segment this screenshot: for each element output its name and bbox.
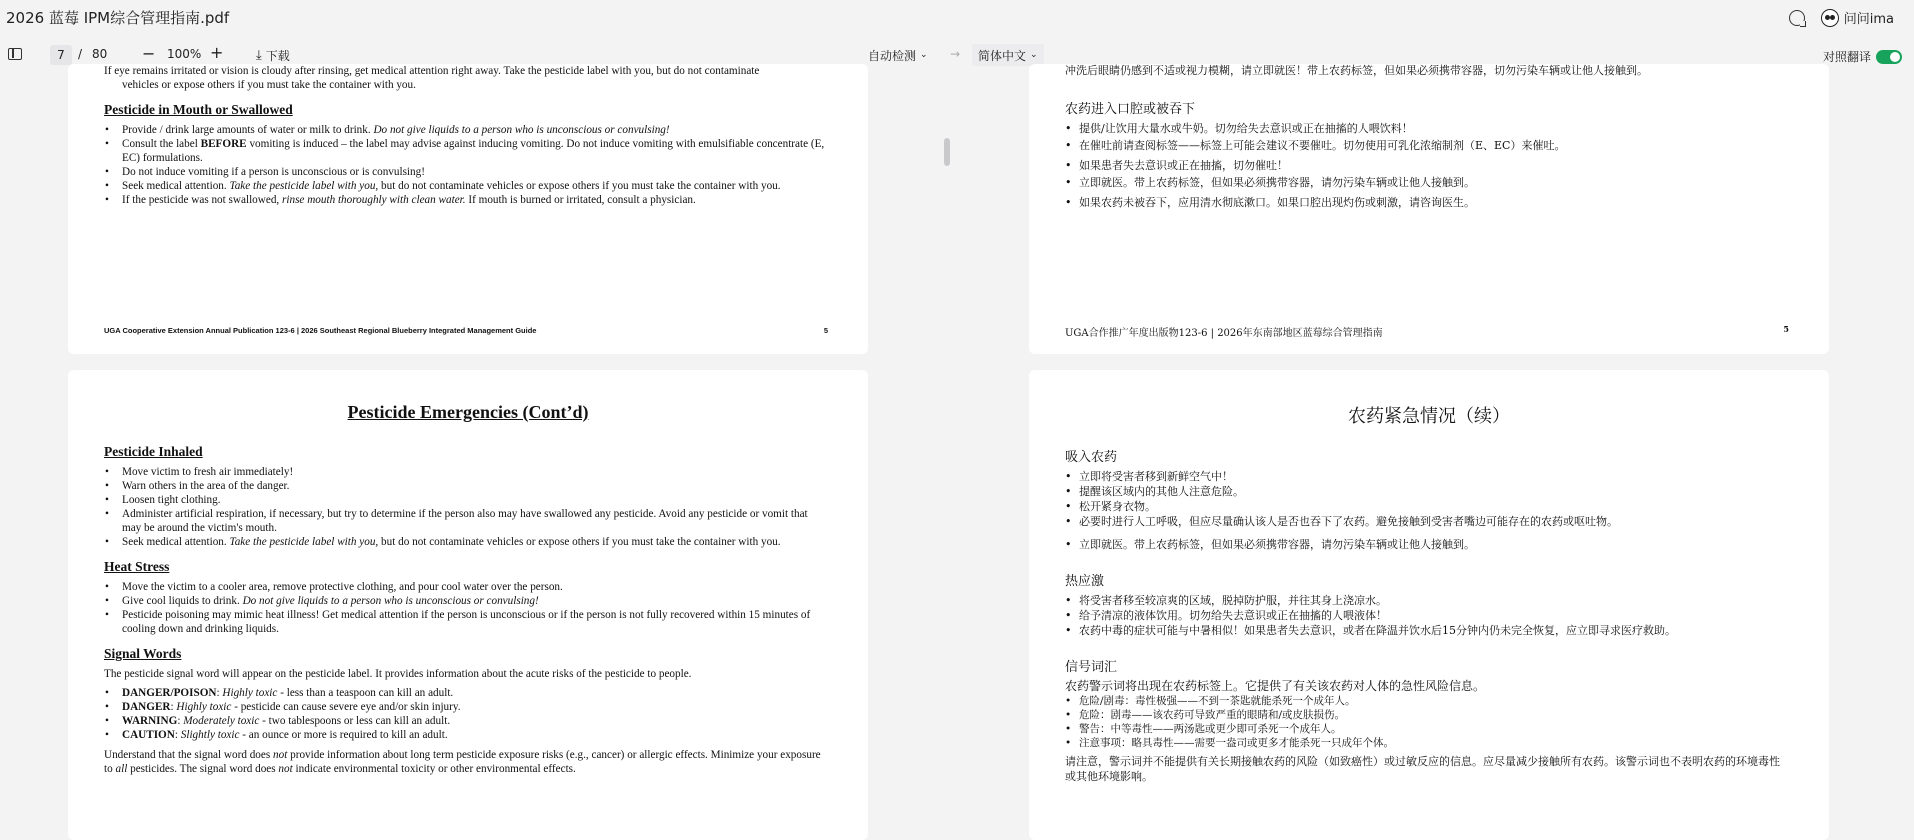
list-item: • CAUTION: Slightly toxic - an ounce or more is required to kill an adult.: [104, 728, 828, 742]
list-item: • DANGER: Highly toxic - pesticide can cause severe eye and/or skin injury.: [104, 700, 828, 714]
list-item: • Consult the label BEFORE vomiting is induced – the label may advise against inducing vomiting. Do not induce vomiting with emulsifiable concentrate (E, EC) formulations.: [104, 137, 828, 165]
page-title: Pesticide Emergencies (Cont’d): [347, 402, 589, 422]
original-page: [68, 370, 868, 840]
target-language-label: 简体中文: [978, 48, 1027, 63]
scrollbar-thumb[interactable]: [944, 138, 950, 166]
list-item: • 如果患者失去意识或正在抽搐，切勿催吐！: [1065, 158, 1789, 175]
list-item: • 危险/剧毒：毒性极强——不到一茶匙就能杀死一个成年人。: [1065, 694, 1789, 708]
titlebar-actions: [1789, 6, 1900, 29]
paragraph: 农药警示词将出现在农药标签上。它提供了有关该农药对人体的急性风险信息。: [1065, 679, 1486, 693]
download-button[interactable]: [256, 47, 290, 64]
target-language-select[interactable]: [972, 44, 1044, 66]
compare-translation-label: 对照翻译: [1822, 50, 1871, 64]
ask-ima-label: 问问ima: [1843, 12, 1894, 27]
zoom-in-button[interactable]: +: [210, 43, 224, 62]
section-heading: Pesticide Inhaled: [104, 444, 203, 459]
list-item: • 立即就医。带上农药标签，但如果必须携带容器，请勿污染车辆或让他人接触到。: [1065, 175, 1789, 192]
list-item: • 如果农药未被吞下，应用清水彻底漱口。如果口腔出现灼伤或刺激，请咨询医生。: [1065, 195, 1789, 212]
sidebar-toggle-icon[interactable]: [8, 48, 22, 60]
list-item: • WARNING: Moderately toxic - two tablespoons or less can kill an adult.: [104, 714, 828, 728]
footer-page-number: 5: [1783, 324, 1789, 334]
page-footer: [1065, 324, 1789, 339]
chevron-down-icon: ⌄: [920, 50, 928, 60]
list-item: • 将受害者移至较凉爽的区域，脱掉防护服，并往其身上浇凉水。: [1065, 593, 1789, 608]
bullet-list: [1065, 121, 1789, 212]
list-item: • 危险：剧毒——该农药可导致严重的眼睛和/或皮肤损伤。: [1065, 708, 1789, 722]
zoom-out-button[interactable]: −: [142, 44, 156, 63]
section-heading: 信号词汇: [1065, 660, 1118, 675]
paragraph: Understand that the signal word does not provide information about long term pesticide exposure risks (e.g., cancer) or allergic effects. Minimize your exposure to all pesticides. The signal word does not indicate environmental toxicity or other environmental effects.: [104, 749, 821, 775]
list-item: • Move victim to fresh air immediately!: [104, 465, 828, 479]
page-footer: [104, 326, 828, 335]
cut-text-line: 冲洗后眼睛仍感到不适或视力模糊，请立即就医！带上农药标签，但如果必须携带容器，切勿污染车辆或让他人接触到。: [1065, 64, 1648, 77]
ask-ima-button[interactable]: [1815, 6, 1900, 29]
page-total: 80: [92, 47, 108, 61]
chat-icon[interactable]: [1789, 10, 1805, 26]
list-item: • Loosen tight clothing.: [104, 493, 828, 507]
compare-translation-toggle[interactable]: [1876, 50, 1902, 64]
cut-text-line: If eye remains irritated or vision is cloudy after rinsing, get medical attention right away. Take the pesticide label with you, but do not contaminate: [104, 65, 760, 77]
bullet-list: [1065, 694, 1789, 750]
section-heading: 热应激: [1065, 574, 1105, 589]
list-item: • 提供/让饮用大量水或牛奶。切勿给失去意识或正在抽搐的人喂饮料！: [1065, 121, 1789, 138]
original-page-top: [68, 64, 868, 354]
section-heading: 吸入农药: [1065, 450, 1118, 465]
translated-page-top: [1029, 64, 1829, 354]
section-heading: Heat Stress: [104, 559, 170, 574]
bullet-list: [1065, 593, 1789, 638]
footer-text: UGA Cooperative Extension Annual Publication 123-6 | 2026 Southeast Regional Blueberry Integrated Management Guide: [104, 326, 537, 335]
list-item: • Give cool liquids to drink. Do not give liquids to a person who is unconscious or convulsing!: [104, 594, 828, 608]
bullet-list: [104, 580, 828, 636]
translated-page: [1029, 370, 1829, 840]
list-item: • Provide / drink large amounts of water or milk to drink. Do not give liquids to a person who is unconscious or convulsing!: [104, 123, 828, 137]
bullet-list: [1065, 469, 1789, 552]
list-item: • 在催吐前请查阅标签——标签上可能会建议不要催吐。切勿使用可乳化浓缩制剂（E、EC）来催吐。: [1065, 138, 1789, 155]
cut-text-line: vehicles or expose others if you must take the container with you.: [122, 79, 416, 91]
source-language-label: 自动检测: [868, 48, 917, 63]
list-item: • 立即将受害者移到新鲜空气中！: [1065, 469, 1789, 484]
zoom-level[interactable]: 100%: [167, 47, 202, 61]
title-bar: [0, 0, 1914, 34]
document-title: 2026 蓝莓 IPM综合管理指南.pdf: [6, 9, 230, 27]
list-item: • Seek medical attention. Take the pesticide label with you, but do not contaminate vehicles or expose others if you must take the container with you.: [104, 179, 828, 193]
pdf-viewer[interactable]: [0, 64, 1914, 826]
section-heading: 农药进入口腔或被吞下: [1065, 102, 1196, 117]
paragraph: The pesticide signal word will appear on the pesticide label. It provides information about the acute risks of the pesticide to people.: [104, 668, 692, 680]
list-item: • 农药中毒的症状可能与中暑相似！如果患者失去意识，或者在降温并饮水后15分钟内仍未完全恢复，应立即寻求医疗救助。: [1065, 623, 1789, 638]
list-item: • Administer artificial respiration, if necessary, but try to determine if the person also may have swallowed any pesticide. Avoid any pesticide or vomit that may be around the victim's mouth.: [104, 507, 828, 535]
compare-translation-control: [1823, 48, 1902, 65]
chevron-down-icon: ⌄: [1030, 50, 1038, 60]
panda-icon: [1821, 9, 1839, 27]
footer-text: UGA合作推广年度出版物123-6 | 2026年东南部地区蓝莓综合管理指南: [1065, 328, 1383, 339]
list-item: • Do not induce vomiting if a person is unconscious or is convulsing!: [104, 165, 828, 179]
bullet-list: [104, 123, 828, 207]
source-language-select[interactable]: [862, 44, 934, 66]
bullet-list: [104, 686, 828, 742]
section-heading: Pesticide in Mouth or Swallowed: [104, 102, 293, 117]
list-item: • 给予清凉的液体饮用。切勿给失去意识或正在抽搐的人喂液体！: [1065, 608, 1789, 623]
list-item: • Move the victim to a cooler area, remove protective clothing, and pour cool water over the person.: [104, 580, 828, 594]
download-label: 下载: [265, 49, 290, 63]
list-item: • 立即就医。带上农药标签，但如果必须携带容器，请勿污染车辆或让他人接触到。: [1065, 537, 1789, 552]
paragraph: 请注意，警示词并不能提供有关长期接触农药的风险（如致癌性）或过敏反应的信息。应尽量减少接触所有农药。该警示词也不表明农药的环境毒性或其他环境影响。: [1065, 755, 1780, 783]
list-item: • Pesticide poisoning may mimic heat illness! Get medical attention if the person is unconscious or if the person is not fully recovered within 15 minutes of cooling down and drinking liquids.: [104, 608, 828, 636]
footer-page-number: 5: [823, 326, 828, 335]
list-item: • Warn others in the area of the danger.: [104, 479, 828, 493]
page-title: 农药紧急情况（续）: [1348, 406, 1510, 427]
bullet-list: [104, 465, 828, 549]
page-number-input[interactable]: 7: [50, 45, 72, 65]
list-item: • 必要时进行人工呼吸，但应尽量确认该人是否也吞下了农药。避免接触到受害者嘴边可能存在的农药或呕吐物。: [1065, 514, 1789, 529]
list-item: • Seek medical attention. Take the pesticide label with you, but do not contaminate vehicles or expose others if you must take the container with you.: [104, 535, 828, 549]
list-item: • 警告：中等毒性——两汤匙或更少即可杀死一个成年人。: [1065, 722, 1789, 736]
section-heading: Signal Words: [104, 646, 182, 661]
list-item: • 提醒该区域内的其他人注意危险。: [1065, 484, 1789, 499]
list-item: • 松开紧身衣物。: [1065, 499, 1789, 514]
list-item: • 注意事项：略具毒性——需要一盎司或更多才能杀死一只成年个体。: [1065, 736, 1789, 750]
list-item: • DANGER/POISON: Highly toxic - less than a teaspoon can kill an adult.: [104, 686, 828, 700]
page-separator: /: [78, 47, 83, 61]
list-item: • If the pesticide was not swallowed, rinse mouth thoroughly with clean water. If mouth is burned or irritated, consult a physician.: [104, 193, 828, 207]
arrow-right-icon: →: [950, 47, 961, 61]
download-icon: ⤓: [256, 48, 262, 63]
